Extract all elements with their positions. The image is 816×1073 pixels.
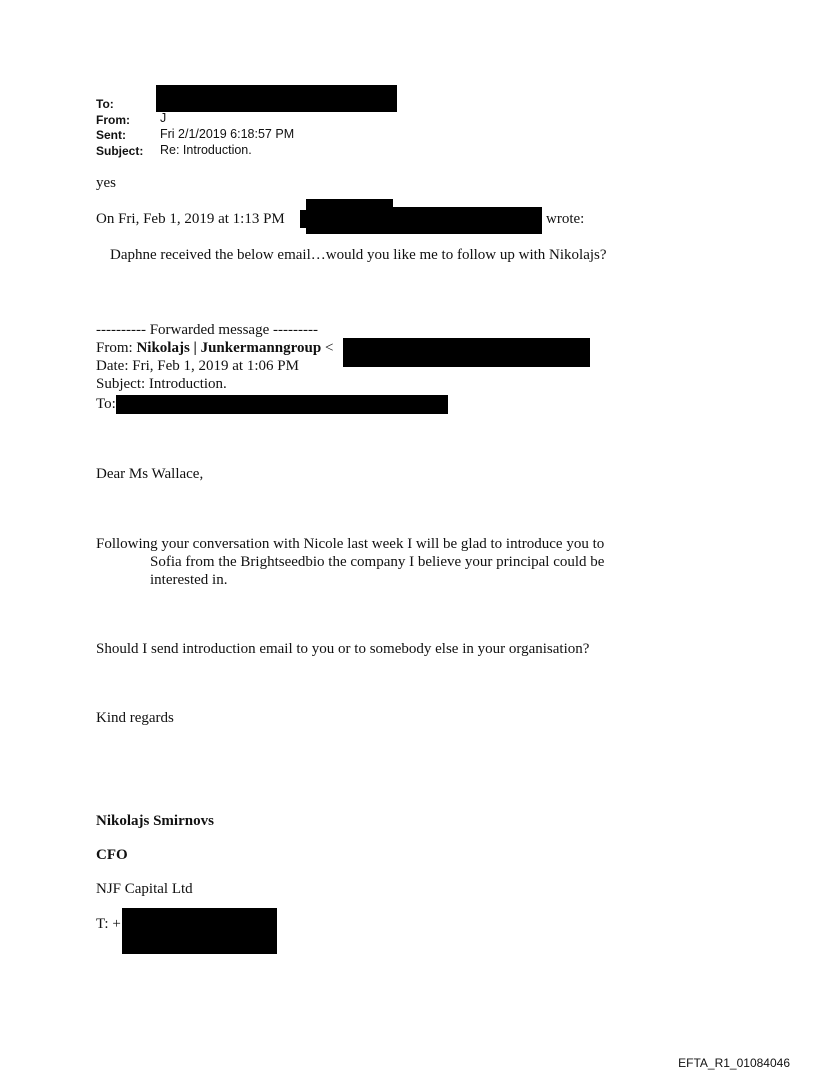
- letter-para1-line1: Following your conversation with Nicole last week I will be glad to introduce you to: [96, 536, 605, 552]
- forwarded-from-bracket: <: [324, 340, 334, 356]
- quote-attribution-start: On Fri, Feb 1, 2019 at 1:13 PM: [96, 211, 285, 227]
- document-id: EFTA_R1_01084046: [678, 1056, 790, 1070]
- quoted-message: Daphne received the below email…would you like me to follow up with Nikolajs?: [110, 247, 607, 263]
- reply-body: yes: [96, 175, 116, 191]
- forwarded-date: Date: Fri, Feb 1, 2019 at 1:06 PM: [96, 358, 299, 374]
- sent-value: Fri 2/1/2019 6:18:57 PM: [160, 127, 295, 141]
- forwarded-from-label: From:: [96, 340, 133, 356]
- to-redaction: [156, 85, 397, 112]
- letter-para2: Should I send introduction email to you or to somebody else in your organisation?: [96, 641, 590, 657]
- signature-phone-prefix: T: +: [96, 916, 121, 932]
- signature-name: Nikolajs Smirnovs: [96, 813, 214, 829]
- letter-para1-line3: interested in.: [150, 572, 228, 588]
- quote-attribution-end: wrote:: [546, 211, 585, 227]
- forwarded-to-redaction: [116, 395, 448, 414]
- attribution-redaction-2: [387, 207, 542, 234]
- from-label: From:: [96, 113, 130, 127]
- forwarded-from-redaction: [343, 338, 590, 367]
- letter-closing: Kind regards: [96, 710, 174, 726]
- signature-title: CFO: [96, 847, 128, 863]
- letter-greeting: Dear Ms Wallace,: [96, 466, 204, 482]
- from-value: J: [160, 111, 167, 125]
- letter-para1-line2: Sofia from the Brightseedbio the company I believe your principal could be: [150, 554, 605, 570]
- sent-label: Sent:: [96, 128, 126, 142]
- to-label: To:: [96, 97, 114, 111]
- subject-label: Subject:: [96, 144, 144, 158]
- attribution-redaction-1: [306, 199, 393, 234]
- signature-phone-redaction: [122, 908, 277, 954]
- forwarded-from-line: [96, 340, 333, 357]
- signature-company: NJF Capital Ltd: [96, 881, 193, 897]
- subject-value: Re: Introduction.: [160, 143, 252, 157]
- forwarded-to-label: To:: [96, 396, 116, 412]
- forwarded-separator: ---------- Forwarded message ---------: [96, 322, 318, 338]
- forwarded-from-name: Nikolajs | Junkermanngroup: [136, 340, 322, 356]
- forwarded-subject: Subject: Introduction.: [96, 376, 227, 392]
